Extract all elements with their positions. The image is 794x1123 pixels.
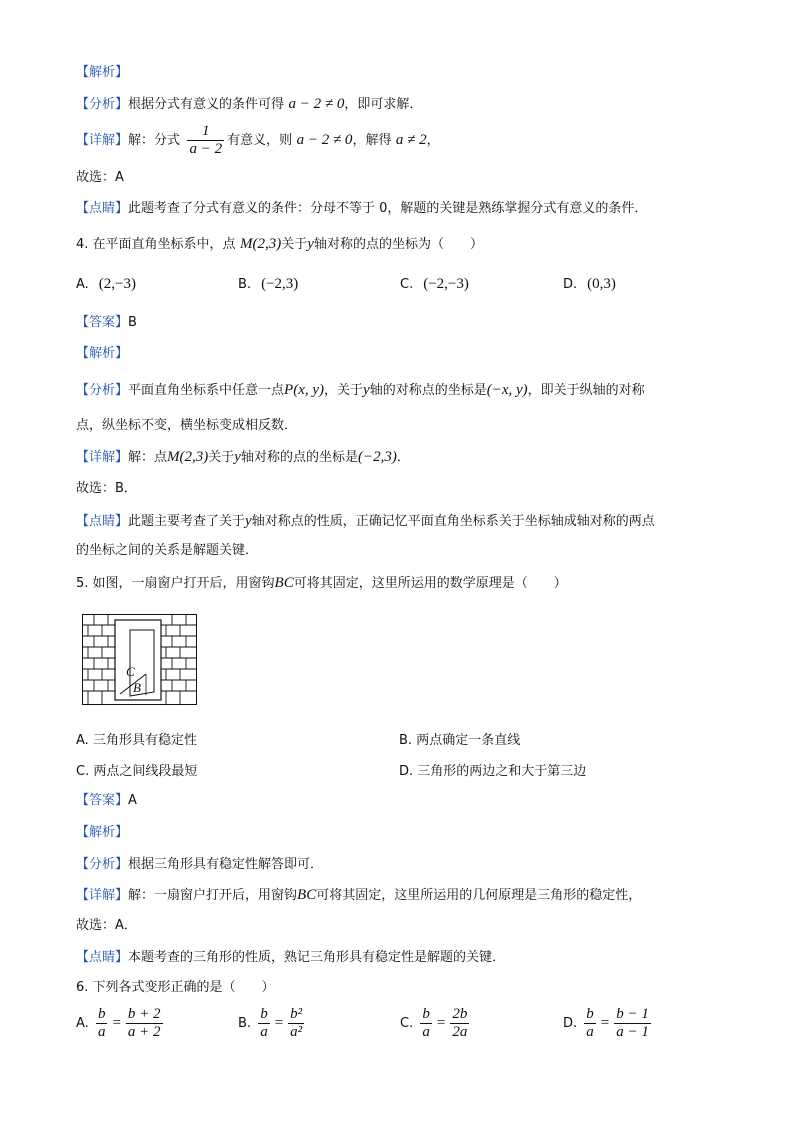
q3-dianjing-line: 【点睛】此题考查了分式有意义的条件：分母不等于 0，解题的关键是熟练掌握分式有意义的条件．	[76, 201, 648, 216]
q4-stem: 4. 在平面直角坐标系中，点 M(2,3)关于y轴对称的点的坐标为（ ）	[76, 236, 483, 252]
q4-xiangjie-line: 【详解】解：点M(2,3)关于y轴对称的点的坐标是(−2,3)．	[76, 449, 410, 465]
q5-analysis-heading: 【解析】	[76, 825, 129, 840]
q3-answer-line: 故选：A	[76, 170, 124, 185]
q4-analysis-heading: 【解析】	[76, 346, 129, 361]
q4-answer-line: 【答案】B	[76, 315, 137, 330]
q4-dianjing-line-2: 的坐标之间的关系是解题关键．	[76, 543, 259, 558]
q6-option-d[interactable]: D. $\frac{b}{a}$ = $\frac{b - 1}{a - 1}$	[563, 1006, 649, 1040]
q4-option-c[interactable]: C. (−2,−3)	[400, 276, 469, 292]
q5-stem: 5. 如图，一扇窗户打开后，用窗钩BC可将其固定，这里所运用的数学原理是（ ）	[76, 575, 567, 591]
q5-option-c[interactable]: C. 两点之间线段最短	[76, 764, 198, 779]
q5-dianjing-line: 【点睛】本题考查的三角形的性质，熟记三角形具有稳定性是解题的关键．	[76, 950, 506, 965]
q5-option-b[interactable]: B. 两点确定一条直线	[399, 733, 521, 748]
q5-option-a[interactable]: A. 三角形具有稳定性	[76, 733, 197, 748]
q3-analysis-heading	[76, 62, 128, 83]
q4-fenxi-line-1: 【分析】平面直角坐标系中任意一点P(x, y)，关于y轴的对称点的坐标是(−x, y)，即关于纵轴的对称	[76, 382, 645, 398]
q4-choose-line: 故选：B．	[76, 481, 137, 496]
label-c: C	[126, 664, 135, 679]
q3-xiangjie-line: 【详解】解：分式 $\frac{1}{a - 2}$ 有意义，则 a − 2 ≠ 0，解得 a ≠ 2，	[76, 122, 440, 157]
q4-fenxi-line-2: 点，纵坐标不变，横坐标变成相反数．	[76, 418, 298, 433]
q3-fenxi-line: 【分析】根据分式有意义的条件可得 a − 2 ≠ 0，即可求解．	[76, 96, 423, 112]
window-hook-figure	[82, 614, 198, 706]
q5-fenxi-line: 【分析】根据三角形具有稳定性解答即可．	[76, 857, 324, 872]
label-b: B	[133, 680, 141, 695]
analysis-tag: 【解析】	[76, 65, 129, 80]
q6-option-c[interactable]: C. $\frac{b}{a}$ = $\frac{2b}{2a}$	[400, 1006, 468, 1040]
q6-option-b[interactable]: B. $\frac{b}{a}$ = $\frac{\text{b²}}{\text{a²}}$	[238, 1006, 303, 1040]
q5-option-d[interactable]: D. 三角形的两边之和大于第三边	[399, 764, 587, 779]
q5-answer-line: 【答案】A	[76, 793, 137, 808]
fraction-1-over-a-minus-2: $\frac{1}{a - 2}$	[189, 122, 223, 157]
q6-option-a[interactable]: A. $\frac{b}{a}$ = $\frac{b + 2}{a + 2}$	[76, 1006, 161, 1040]
q4-dianjing-line-1: 【点睛】此题主要考查了关于y轴对称点的性质，正确记忆平面直角坐标系关于坐标轴成轴对称的两点	[76, 513, 655, 529]
q4-option-d[interactable]: D. (0,3)	[563, 276, 616, 292]
q5-choose-line: 故选：A．	[76, 918, 137, 933]
q6-stem: 6. 下列各式变形正确的是（ ）	[76, 980, 275, 995]
q4-option-a[interactable]: A. (2,−3)	[76, 276, 136, 292]
q5-xiangjie-line: 【详解】解：一扇窗户打开后，用窗钩BC可将其固定，这里所运用的几何原理是三角形的稳定性，	[76, 887, 642, 903]
q4-option-b[interactable]: B. (−2,3)	[238, 276, 299, 292]
